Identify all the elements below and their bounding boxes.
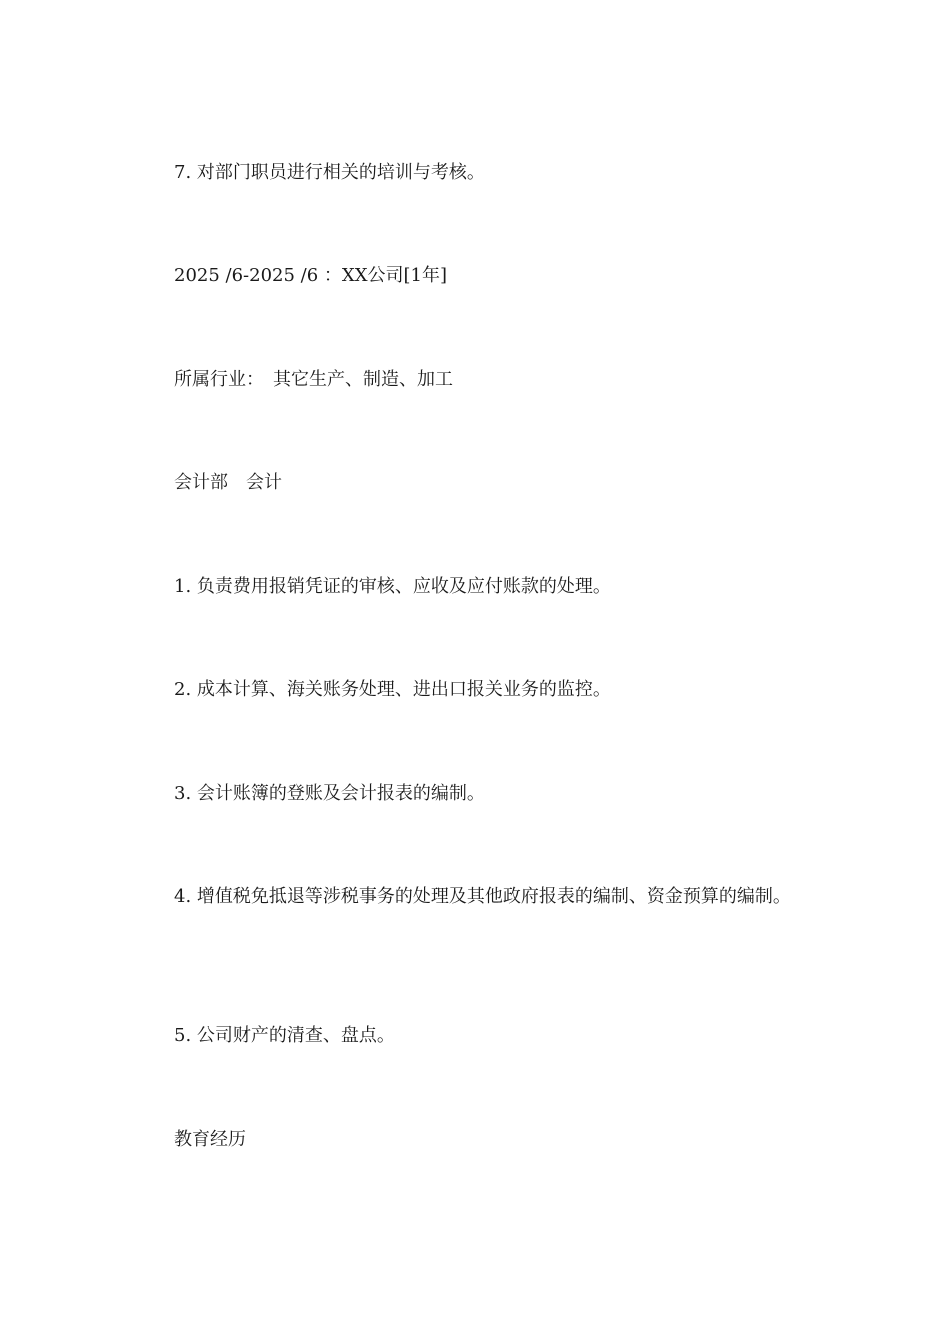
duty-item-4: 4. 增值税免抵退等涉税事务的处理及其他政府报表的编制、资金预算的编制。 [174,886,791,907]
industry-line: 所属行业： 其它生产、制造、加工 [174,369,453,390]
department-position: 会计部 会计 [174,472,282,493]
duty-item-5: 5. 公司财产的清查、盘点。 [174,1025,395,1046]
duty-item-2: 2. 成本计算、海关账务处理、进出口报关业务的监控。 [174,679,611,700]
employment-period: 2025 /6-2025 /6 ：XX公司[1年] [174,265,448,286]
section-heading-education: 教育经历 [174,1129,246,1150]
duty-item-7: 7. 对部门职员进行相关的培训与考核。 [174,162,485,183]
duty-item-3: 3. 会计账簿的登账及会计报表的编制。 [174,783,485,804]
duty-item-1: 1. 负责费用报销凭证的审核、应收及应付账款的处理。 [174,576,611,597]
